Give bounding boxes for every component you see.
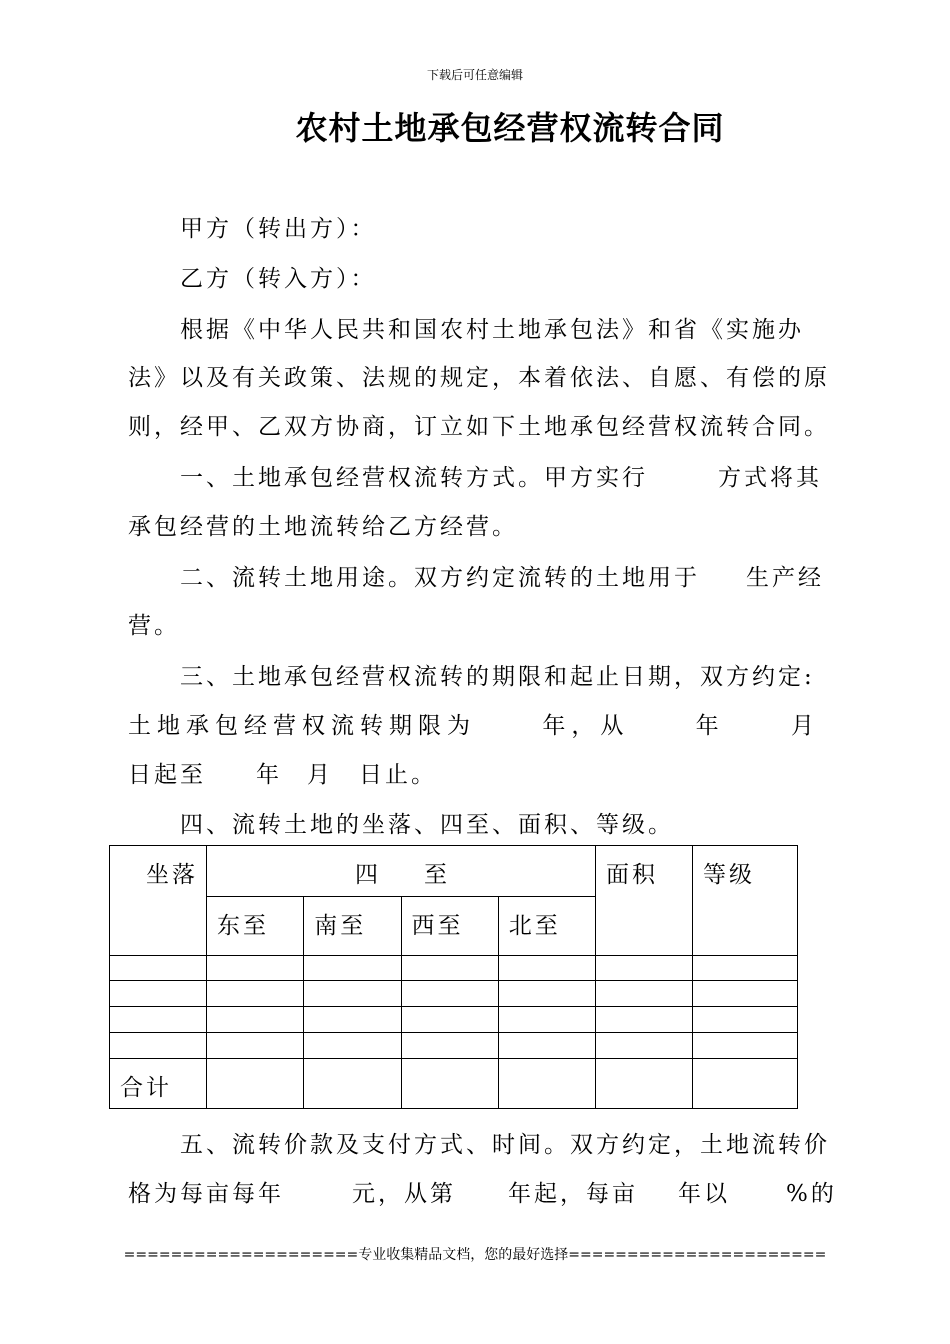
header-south: 南至 [304,897,401,956]
term-prefix: 土地承包经营权流转期限为 [128,713,476,739]
total-row [110,1059,798,1109]
clause1-line1-a: 一、土地承包经营权流转方式。甲方实行 [180,465,648,491]
intro-line-2: 法》以及有关政策、法规的规定，本着依法、自愿、有偿的原 [128,365,830,391]
table-row [110,1007,798,1033]
start-year: 年 [695,713,725,739]
header-boundaries: 四 至 [207,846,596,897]
clause1-line2: 承包经营的土地流转给乙方经营。 [128,514,518,540]
clause4-line: 四、流转土地的坐落、四至、面积、等级。 [180,812,674,838]
clause3-line1: 三、土地承包经营权流转的期限和起止日期，双方约定: [180,664,815,690]
party-b-label: 乙方（转入方）： [180,266,377,292]
document-title: 农村土地承包经营权流转合同 [295,109,725,147]
term-year-from: 年，从 [542,713,630,739]
clause5-line2-e: %的 [786,1181,837,1207]
table-row [110,1033,798,1059]
clause5-line2-c: 年起，每亩 [508,1181,638,1207]
clause5-line2-b: 元，从第 [352,1181,456,1207]
party-a-label: 甲方（转出方）： [180,216,377,242]
clause2-line1-a: 二、流转土地用途。双方约定流转的土地用于 [180,565,700,591]
clause3-line2 [128,707,820,740]
start-month: 月 [790,713,820,739]
clause5-line1: 五、流转价款及支付方式、时间。双方约定，土地流转价 [180,1132,830,1158]
clause3-line3-a: 日起至 [128,762,206,788]
header-note: 下载后可任意编辑 [426,68,523,82]
table-row [110,956,798,981]
clause3-line3-c: 月 [307,762,333,788]
total-label: 合计 [110,1059,207,1109]
header-east: 东至 [207,897,304,956]
clause2-line2: 营。 [128,613,180,639]
header-location: 坐落 [110,846,207,956]
intro-line-1: 根据《中华人民共和国农村土地承包法》和省《实施办 [180,317,804,343]
header-west: 西至 [401,897,498,956]
header-north: 北至 [498,897,595,956]
clause1-line1-b: 方式将其 [718,465,822,491]
clause3-line3-d: 日止。 [359,762,437,788]
footer-note: ====================专业收集精品文档，您的最好选择====================== [123,1247,827,1263]
clause2-line1-b: 生产经 [746,565,824,591]
header-grade: 等级 [693,846,798,956]
clause3-line3-b: 年 [256,762,282,788]
table-row [110,981,798,1007]
land-table [109,845,798,1109]
intro-line-3: 则，经甲、乙双方协商，订立如下土地承包经营权流转合同。 [128,414,830,440]
clause5-line2-a: 格为每亩每年 [128,1181,284,1207]
clause5-line2-d: 年以 [678,1181,730,1207]
header-area: 面积 [596,846,693,956]
